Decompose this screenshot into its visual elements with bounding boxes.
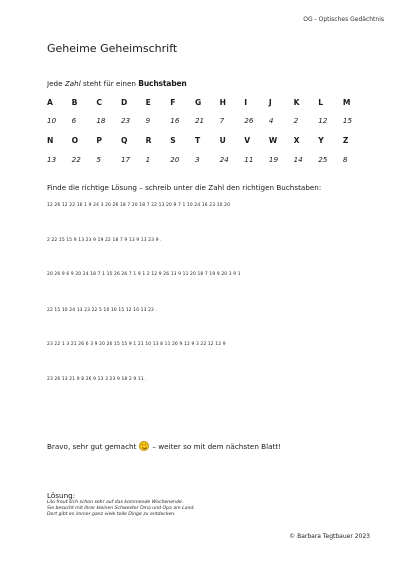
number-cell: 3 (194, 155, 200, 164)
number-cell: 17 (120, 155, 131, 164)
page-title: Geheime Geheimschrift (47, 42, 178, 55)
letter-cell: F (170, 98, 176, 107)
number-cell: 16 (170, 116, 180, 125)
instruction-part1: Jede (47, 79, 63, 88)
letter-cell: X (293, 136, 300, 145)
bravo-message (47, 441, 281, 451)
code-line-1: 12 26 12 22 16 1 9 24 3 20 26 18 7 20 18 7 22 13 20 9 7 1 10 24 16 23 10 20 (47, 203, 231, 208)
code-line-4: 22 15 10 24 13 23 22 5 10 10 15 12 10 13 23 . (47, 308, 158, 313)
number-cell: 23 (120, 116, 131, 125)
solution-title: Lösung: (47, 491, 76, 500)
instruction-buchstaben: Buchstaben (138, 79, 187, 88)
letter-cell: M (342, 98, 351, 107)
number-cell: 9 (145, 116, 151, 125)
bravo-text-before: Bravo, sehr gut gemacht (47, 441, 137, 451)
letter-cell: S (170, 136, 176, 145)
number-cell: 22 (71, 155, 81, 164)
number-cell: 25 (318, 155, 328, 164)
number-cell: 14 (293, 155, 303, 164)
solution-line-3: Dort gibt es immer ganz viele tolle Dinge zu entdecken. (47, 512, 176, 517)
number-cell: 20 (170, 155, 180, 164)
numbers-row-2 (47, 155, 359, 164)
letter-cell: O (71, 136, 79, 145)
number-cell: 4 (268, 116, 274, 125)
letter-cell: K (293, 98, 300, 107)
instruction-zahl: Zahl (64, 79, 81, 88)
letter-cell: P (96, 136, 102, 145)
letter-cell: U (219, 136, 226, 145)
letter-cell: L (318, 98, 324, 107)
letter-cell: W (268, 136, 278, 145)
number-cell: 12 (318, 116, 328, 125)
numbers-row-1 (47, 116, 359, 125)
letter-cell: Q (120, 136, 128, 145)
letter-cell: V (244, 136, 251, 145)
solution-line-2: Sie besucht mit ihrer kleinen Schwester Oma und Opa am Land. (47, 506, 195, 511)
letter-cell: J (268, 98, 272, 107)
number-cell: 1 (145, 155, 151, 164)
number-cell: 26 (244, 116, 254, 125)
code-line-3: 20 26 9 6 9 20 24 18 7 1 15 26 26 7 1 9 1 2 12 9 26 13 9 11 20 18 7 19 9 20 3 9 1 (47, 272, 241, 277)
letter-cell: R (145, 136, 152, 145)
solution-line-1: Lilo freut sich schon sehr auf das kommende Wochenende. (47, 500, 184, 505)
number-cell: 24 (219, 155, 229, 164)
letter-cell: C (96, 98, 102, 107)
letter-cell: A (47, 98, 53, 107)
page-header: OG - Optisches Gedächtnis (303, 16, 384, 23)
code-line-2: 2 22 15 15 9 13 23 9 19 22 18 7 9 13 9 13 23 9 . (47, 238, 162, 243)
letter-cell: E (145, 98, 151, 107)
number-cell: 19 (268, 155, 279, 164)
copyright-footer: © Barbara Tegtbauer 2023 (289, 533, 370, 540)
instruction (47, 79, 187, 88)
letter-cell: I (244, 98, 248, 107)
bravo-text-after: – weiter so mit dem nächsten Blatt! (152, 441, 282, 451)
number-cell: 2 (293, 116, 299, 125)
code-line-5: 23 22 1 3 21 26 6 3 9 20 26 15 15 9 1 21 10 13 8 11 26 9 12 9 3 22 12 12 9 (47, 342, 226, 347)
letter-cell: Z (342, 136, 349, 145)
letter-cell: H (219, 98, 226, 107)
number-cell: 21 (194, 116, 205, 125)
number-cell: 7 (219, 116, 225, 125)
letter-cell: Y (318, 136, 324, 145)
letter-cell: D (120, 98, 128, 107)
number-cell: 11 (244, 155, 254, 164)
number-cell: 6 (71, 116, 77, 125)
letters-row-1 (47, 98, 359, 107)
smiley-icon (139, 441, 149, 451)
letter-cell: B (71, 98, 78, 107)
number-cell: 10 (47, 116, 57, 125)
task-instruction: Finde die richtige Lösung – schreib unter die Zahl den richtigen Buchstaben: (47, 183, 322, 192)
instruction-part2: steht für einen (83, 79, 136, 88)
letter-cell: N (47, 136, 54, 145)
code-line-6: 23 26 13 21 9 8 26 9 13 3 23 9 18 2 9 11 . (47, 377, 147, 382)
letter-cell: G (194, 98, 202, 107)
number-cell: 8 (342, 155, 348, 164)
number-cell: 15 (342, 116, 353, 125)
number-cell: 5 (96, 155, 101, 164)
letter-cell: T (194, 136, 201, 145)
letters-row-2 (47, 136, 359, 145)
number-cell: 18 (96, 116, 106, 125)
number-cell: 13 (47, 155, 57, 164)
